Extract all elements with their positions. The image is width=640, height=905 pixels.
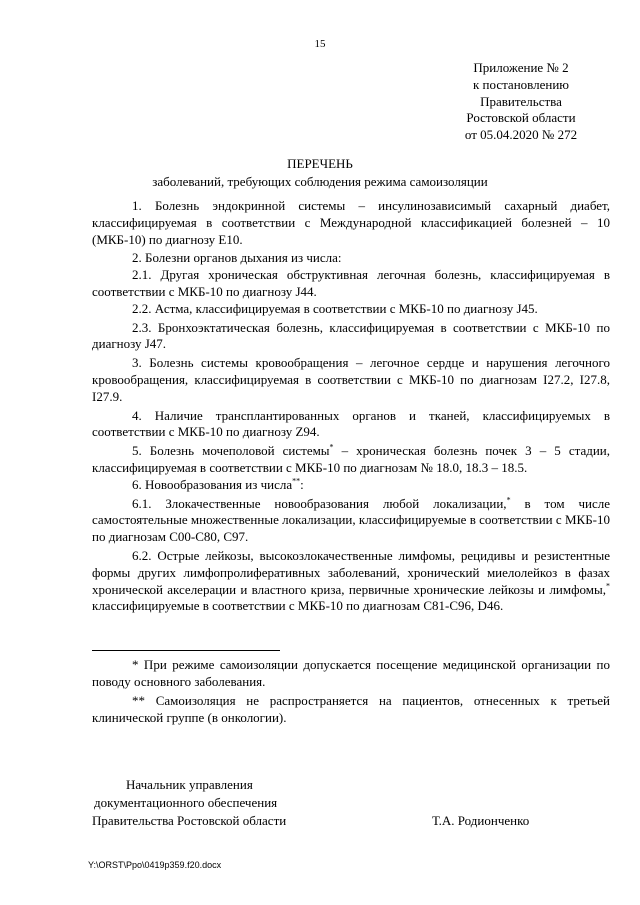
list-item-2-3: 2.3. Бронхоэктатическая болезнь, классифицируемая в соответствии с МКБ-10 по диагнозу J47. xyxy=(92,319,610,352)
list-item-6-1 xyxy=(92,496,610,546)
item-text: 6.1. Злокачественные новообразования любой локализации, xyxy=(132,495,507,511)
item-text: : xyxy=(300,476,304,492)
footnote-marker: ** xyxy=(292,476,301,486)
list-item-4: 4. Наличие трансплантированных органов и тканей, классифицируемых в соответствии с МКБ-10 по диагнозу Z94. xyxy=(92,407,610,440)
item-text: 6.2. Острые лейкозы, высокозлокачественные лимфомы, рецидивы и резистентные формы других лимфопролиферативных заболеваний, хронический миелолейкоз в фазах хронической акселерации и властного криза, первичные хронические лейкозы и лимфомы, xyxy=(92,547,610,597)
signature-title-line: Начальник управления xyxy=(126,777,253,792)
appendix-line: Приложение № 2 xyxy=(473,60,569,75)
appendix-line: к постановлению xyxy=(472,76,570,92)
list-item-6 xyxy=(92,477,610,494)
item-text: классифицируемые в соответствии с МКБ-10 по диагнозам С81-С96, D46. xyxy=(92,598,504,614)
appendix-line: Правительства xyxy=(480,93,562,109)
list-item-2-2: 2.2. Астма, классифицируемая в соответствии с МКБ-10 по диагнозу J45. xyxy=(132,300,538,316)
signature-title-line: документационного обеспечения xyxy=(94,795,278,810)
item-text: 5. Болезнь мочеполовой системы xyxy=(132,443,330,459)
footnote-marker: * xyxy=(506,495,511,505)
list-item-2: 2. Болезни органов дыхания из числа: xyxy=(132,250,342,266)
footnote-divider xyxy=(92,650,280,651)
list-item-1: 1. Болезнь эндокринной системы – инсулинозависимый сахарный диабет, классифицируемая в соответствии с Международной классификацией болезней – 10 (МКБ-10) по диагнозу Е10. xyxy=(92,198,610,247)
appendix-line: Ростовской области xyxy=(466,110,576,126)
page-number: 15 xyxy=(314,38,326,50)
list-item-3: 3. Болезнь системы кровообращения – легочное сердце и нарушения легочного кровообращения, классифицируемая в соответствии с МКБ-10 по диагнозам I27.2, I27.8, I27.9. xyxy=(92,355,610,404)
footnote-1: * При режиме самоизоляции допускается посещение медицинской организации по поводу основного заболевания. xyxy=(92,657,610,689)
list-item-6-2 xyxy=(92,548,610,615)
list-item-5 xyxy=(92,443,610,477)
signatory-name: Т.А. Родионченко xyxy=(432,813,530,828)
footnote-marker: * xyxy=(329,442,334,452)
item-text: в том числе самостоятельные множественные локализации, классифицируемые в соответствии с МКБ-10 по диагнозам С00-С80, С97. xyxy=(92,495,610,545)
signature-title-line: Правительства Ростовской области xyxy=(92,813,287,828)
document-title: ПЕРЕЧЕНЬ xyxy=(287,156,353,171)
signature-block xyxy=(92,776,286,830)
file-path: Y:\ORST\Ppo\0419p359.f20.docx xyxy=(88,860,222,870)
document-subtitle: заболеваний, требующих соблюдения режима самоизоляции xyxy=(152,174,488,189)
footnote-2: ** Самоизоляция не распространяется на пациентов, отнесенных к третьей клинической группе (в онкологии). xyxy=(92,693,610,725)
footnote-marker: * xyxy=(606,581,610,591)
footnotes xyxy=(92,656,610,726)
appendix-line: от 05.04.2020 № 272 xyxy=(464,127,578,143)
appendix-header xyxy=(455,60,587,144)
disease-list xyxy=(92,198,610,615)
item-text: – хроническая болезнь почек 3 – 5 стадии, классифицируемая в соответствии с МКБ-10 по диагнозам № 18.0, 18.3 – 18.5. xyxy=(92,443,610,475)
list-item-2-1: 2.1. Другая хроническая обструктивная легочная болезнь, классифицируемая в соответствии с МКБ-10 по диагнозу J44. xyxy=(92,267,610,299)
item-text: 6. Новообразования из числа xyxy=(132,476,293,492)
